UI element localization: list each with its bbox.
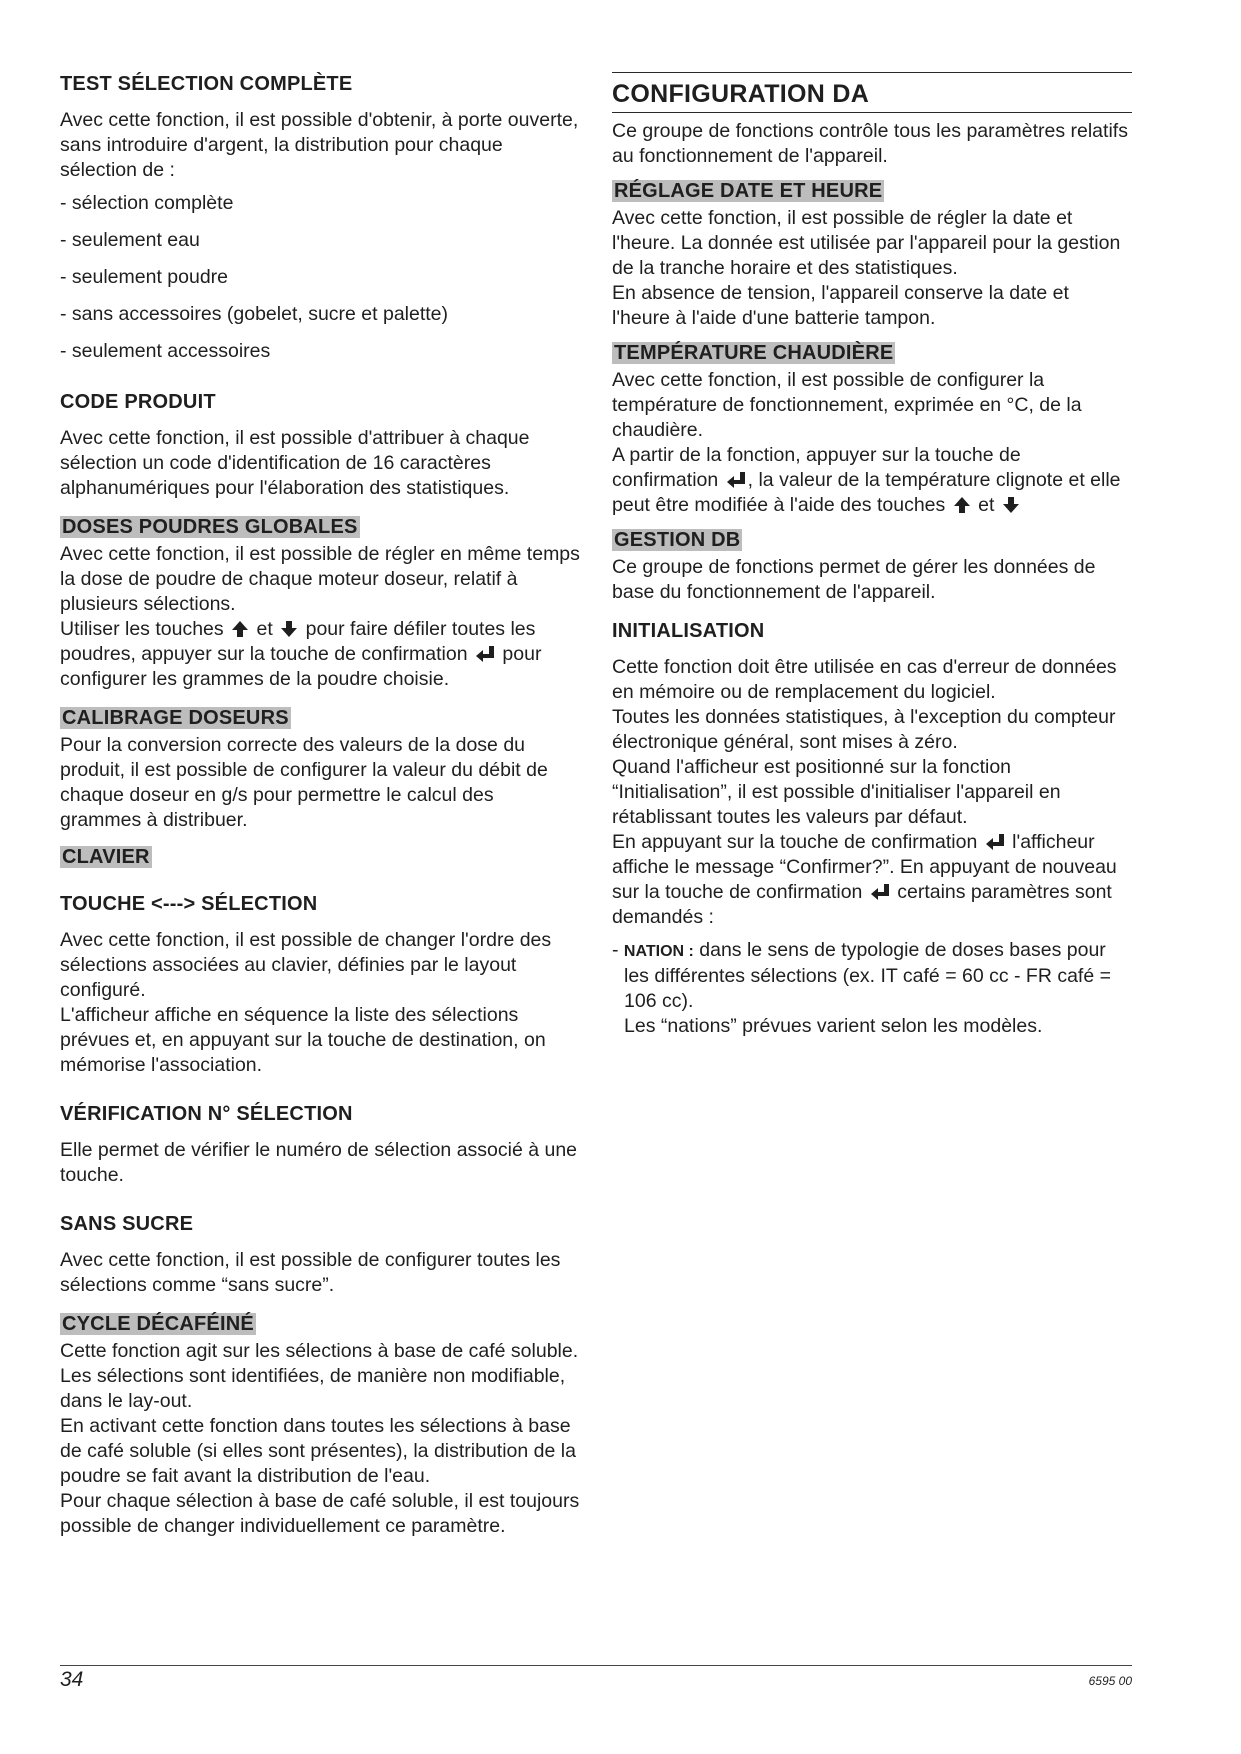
paragraph: Avec cette fonction, il est possible de régler en même temps la dose de poudre de chaque moteur doseur, relatif à plusieurs sélections. (60, 543, 580, 615)
nation-note: Les “nations” prévues varient selon les modèles. (624, 1015, 1043, 1037)
paragraph: Ce groupe de fonctions permet de gérer les données de base du fonctionnement de l'appareil. (612, 556, 1096, 603)
enter-key-icon (870, 883, 890, 901)
arrow-down-icon (1002, 496, 1020, 514)
paragraph-with-keys: En appuyant sur la touche de confirmation l'afficheur affiche le message “Confirmer?”. En appuyant de nouveau sur la touche de confirmation certains paramètres sont demandés : (612, 831, 1117, 928)
nation-list-item: - NATION : dans le sens de typologie de doses bases pour les différentes sélections (ex. IT café = 60 cc - FR café = 106 cc). Les “nations” prévues varient selon les modèles. (612, 938, 1132, 1039)
main-section-title: CONFIGURATION DA (612, 80, 870, 108)
section-title-temperature: TEMPÉRATURE CHAUDIÈRE (614, 342, 894, 364)
paragraph: Pour la conversion correcte des valeurs de la dose du produit, il est possible de configurer la valeur du débit de chaque doseur en g/s pour permettre le calcul des grammes à distribuer. (60, 734, 548, 831)
footer-rule (60, 1665, 1132, 1666)
paragraph: Cette fonction doit être utilisée en cas d'erreur de données en mémoire ou de remplacement du logiciel. (612, 656, 1117, 703)
list-item: - sélection complète (60, 192, 234, 214)
list-item: - seulement eau (60, 229, 200, 251)
section-title-touche-selection: TOUCHE <---> SÉLECTION (60, 893, 318, 915)
paragraph-with-keys: Utiliser les touches et pour faire défiler toutes les poudres, appuyer sur la touche de confirmation pour configurer les grammes de la poudre choisie. (60, 618, 542, 690)
paragraph: Avec cette fonction, il est possible de régler la date et l'heure. La donnée est utilisée par l'appareil pour la gestion de la tranche horaire et des statistiques. (612, 207, 1121, 279)
list-item: - seulement accessoires (60, 340, 271, 362)
arrow-up-icon (231, 620, 249, 638)
paragraph: Avec cette fonction, il est possible de configurer toutes les sélections comme “sans sucre”. (60, 1249, 561, 1296)
title-rule-top (612, 72, 1132, 73)
paragraph: En absence de tension, l'appareil conserve la date et l'heure à l'aide d'une batterie tampon. (612, 282, 1069, 329)
right-column (612, 72, 1132, 1039)
paragraph: Toutes les données statistiques, à l'exception du compteur électronique général, sont mises à zéro. (612, 706, 1116, 753)
section-title-test-selection: TEST SÉLECTION COMPLÈTE (60, 73, 353, 95)
paragraph: Avec cette fonction, il est possible de changer l'ordre des sélections associées au clavier, définies par le layout configuré. (60, 929, 552, 1001)
enter-key-icon (985, 833, 1005, 851)
paragraph: Quand l'afficheur est positionné sur la fonction “Initialisation”, il est possible d'initialiser l'appareil en rétablissant toutes les valeurs par défaut. (612, 756, 1061, 828)
section-title-gestion-db: GESTION DB (614, 529, 741, 551)
paragraph: L'afficheur affiche en séquence la liste des sélections prévues et, en appuyant sur la touche de destination, on mémorise l'association. (60, 1004, 546, 1076)
paragraph: Pour chaque sélection à base de café soluble, il est toujours possible de changer individuellement ce paramètre. (60, 1490, 580, 1537)
page-number: 34 (60, 1668, 84, 1691)
list-item: - sans accessoires (gobelet, sucre et palette) (60, 303, 449, 325)
paragraph: Avec cette fonction, il est possible d'attribuer à chaque sélection un code d'identification de 16 caractères alphanumériques pour l'élaboration des statistiques. (60, 427, 530, 499)
paragraph: Elle permet de vérifier le numéro de sélection associé à une touche. (60, 1139, 578, 1186)
list-item: - seulement poudre (60, 266, 229, 288)
nation-label: NATION : (623, 943, 694, 960)
section-title-code-produit: CODE PRODUIT (60, 391, 216, 413)
document-code: 6595 00 (1088, 1674, 1132, 1688)
section-title-calibrage-doseurs: CALIBRAGE DOSEURS (62, 707, 289, 729)
paragraph: Ce groupe de fonctions contrôle tous les paramètres relatifs au fonctionnement de l'appareil. (612, 120, 1128, 167)
paragraph: En activant cette fonction dans toutes les sélections à base de café soluble (si elles sont présentes), la distribution de la poudre se fait avant la distribution de l'eau. (60, 1415, 576, 1487)
left-column (60, 72, 580, 1539)
section-title-verification: VÉRIFICATION N° SÉLECTION (60, 1103, 353, 1125)
enter-key-icon (726, 471, 746, 489)
section-title-cycle-decafeine: CYCLE DÉCAFÉINÉ (62, 1313, 254, 1335)
paragraph-with-keys: A partir de la fonction, appuyer sur la touche de confirmation , la valeur de la température clignote et elle peut être modifiée à l'aide des touches et (612, 444, 1121, 516)
section-title-reglage-date: RÉGLAGE DATE ET HEURE (614, 180, 883, 202)
title-rule-bottom (612, 112, 1132, 113)
arrow-up-icon (953, 496, 971, 514)
paragraph: Avec cette fonction, il est possible de configurer la température de fonctionnement, exprimée en °C, de la chaudière. (612, 369, 1082, 441)
paragraph: Avec cette fonction, il est possible d'obtenir, à porte ouverte, sans introduire d'argent, la distribution pour chaque sélection de : (60, 109, 579, 181)
section-title-initialisation: INITIALISATION (612, 620, 765, 642)
section-title-clavier: CLAVIER (62, 846, 150, 868)
section-title-sans-sucre: SANS SUCRE (60, 1213, 194, 1235)
paragraph: Cette fonction agit sur les sélections à base de café soluble. Les sélections sont identifiées, de manière non modifiable, dans le lay-out. (60, 1340, 579, 1412)
selection-list (60, 191, 580, 364)
enter-key-icon (475, 645, 495, 663)
section-title-doses-poudres: DOSES POUDRES GLOBALES (62, 516, 358, 538)
arrow-down-icon (280, 620, 298, 638)
